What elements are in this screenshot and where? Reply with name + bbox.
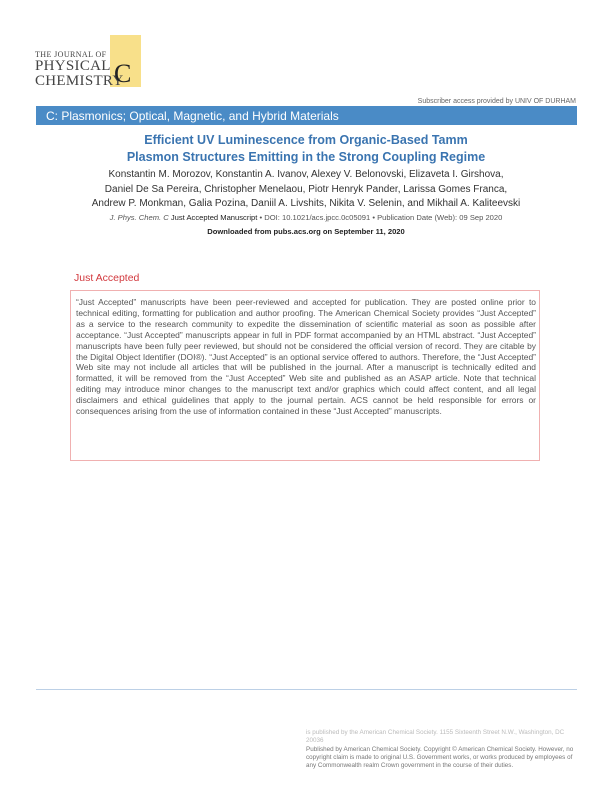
- section-label: C: Plasmonics; Optical, Magnetic, and Hybrid Materials: [46, 109, 339, 123]
- article-title-line2: Plasmon Structures Emitting in the Strong Coupling Regime: [126, 150, 486, 164]
- subscriber-access-note: Subscriber access provided by UNIV OF DURHAM: [417, 98, 576, 105]
- logo-text-line3: CHEMISTRY: [35, 73, 124, 89]
- manuscript-status: Just Accepted Manuscript: [170, 213, 258, 222]
- section-bar: [36, 106, 577, 125]
- doi-publication-date: • DOI: 10.1021/acs.jpcc.0c05091 • Publication Date (Web): 09 Sep 2020: [257, 213, 503, 222]
- just-accepted-heading: Just Accepted: [74, 272, 140, 284]
- copyright-notice: Published by American Chemical Society. Copyright © American Chemical Society. However, no copyright claim is made to original U.S. Government works, or works produced by employees of any Commonwealth realm Crown government in the course of their duties.: [306, 746, 574, 769]
- author-line: Andrew P. Monkman, Galia Pozina, Daniil A. Livshits, Nikita V. Selenin, and Mikhail A. Kaliteevski: [91, 198, 521, 210]
- logo-text-line1: THE JOURNAL OF: [35, 50, 107, 59]
- author-list: [36, 168, 576, 212]
- publisher-address: is published by the American Chemical Society. 1155 Sixteenth Street N.W., Washington, DC 20036: [306, 729, 565, 744]
- journal-abbreviation: J. Phys. Chem. C: [109, 213, 169, 222]
- logo-letter: C: [114, 59, 132, 88]
- logo-text-line2: PHYSICAL: [35, 58, 111, 74]
- author-line: Daniel De Sa Pereira, Christopher Menelaou, Piotr Henryk Pander, Larissa Gomes Franca,: [104, 183, 508, 195]
- author-line: Konstantin M. Morozov, Konstantin A. Ivanov, Alexey V. Belonovski, Elizaveta I. Girshova,: [108, 169, 504, 180]
- download-note: Downloaded from pubs.acs.org on September 11, 2020: [207, 227, 405, 236]
- citation-line: [36, 213, 576, 222]
- just-accepted-text: “Just Accepted” manuscripts have been peer-reviewed and accepted for publication. They are posted online prior to technical editing, formatting for publication and author proofing. The American Chemical Society provides “Just Accepted” as a service to the research community to expedite the dissemination of scientific material as soon as possible after acceptance. “Just Accepted” manuscripts appear in full in PDF format accompanied by an HTML abstract. “Just Accepted” manuscripts have been fully peer reviewed, but should not be considered the official version of record. They are citable by the Digital Object Identifier (DOI®). “Just Accepted” is an optional service offered to authors. Therefore, the “Just Accepted” Web site may not include all articles that will be published in the journal. After a manuscript is technically edited and formatted, it will be removed from the “Just Accepted” Web site and published as an ASAP article. Note that technical editing may introduce minor changes to the manuscript text and/or graphics which could affect content, and all legal disclaimers and ethical guidelines that apply to the journal pertain. ACS cannot be held responsible for errors or consequences arising from the use of information contained in these “Just Accepted” manuscripts.: [76, 297, 536, 417]
- article-title-line1: Efficient UV Luminescence from Organic-Based Tamm: [144, 133, 468, 147]
- just-accepted-box: [70, 290, 540, 461]
- journal-logo: [35, 35, 141, 93]
- footer-divider: [36, 689, 577, 690]
